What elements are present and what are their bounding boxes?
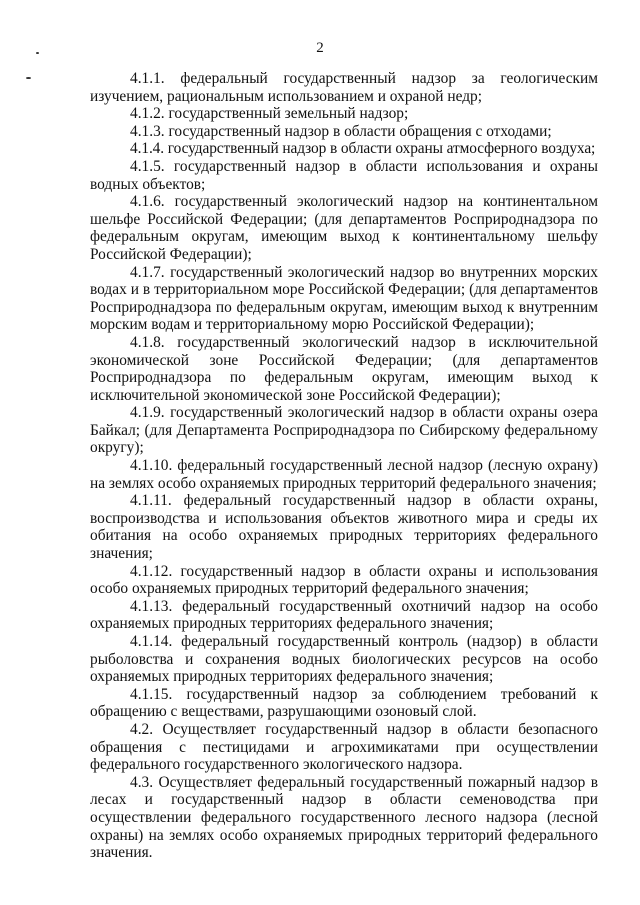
paragraph-4-1-9: 4.1.9. государственный экологический надзор в области охраны озера Байкал; (для Департамента Росприроднадзора по Сибирскому федеральному округу);: [90, 404, 598, 457]
paragraph-4-1-15: 4.1.15. государственный надзор за соблюдением требований к обращению с веществами, разрушающими озоновый слой.: [90, 685, 598, 721]
paragraph-4-1-5: 4.1.5. государственный надзор в области использования и охраны водных объектов;: [90, 157, 598, 193]
paragraph-4-1-8: 4.1.8. государственный экологический надзор в исключительной экономической зоне Российской Федерации; (для департаментов Росприроднадзора по федеральным округам, имеющим выход к исключительной экономической зоне Российской Федерации);: [90, 333, 598, 404]
paragraph-4-1-4: 4.1.4. государственный надзор в области охраны атмосферного воздуха;: [130, 140, 596, 158]
paragraph-4-1-3: 4.1.3. государственный надзор в области обращения с отходами;: [130, 122, 552, 140]
paragraph-4-1-13: 4.1.13. федеральный государственный охотничий надзор на особо охраняемых природных территориях федерального значения;: [90, 597, 598, 633]
page-number: 2: [316, 40, 324, 56]
paragraph-4-1-10: 4.1.10. федеральный государственный лесной надзор (лесную охрану) на землях особо охраняемых природных территорий федерального значения;: [90, 457, 598, 492]
paragraph-4-1-12: 4.1.12. государственный надзор в области охраны и использования особо охраняемых природных территорий федерального значения;: [90, 562, 598, 598]
paragraph-4-3: 4.3. Осуществляет федеральный государственный пожарный надзор в лесах и государственный надзор в области семеноводства при осуществлении федерального государственного лесного надзора (лесной охраны) на землях особо охраняемых природных территорий федерального значения.: [90, 773, 598, 862]
paragraph-4-1-14: 4.1.14. федеральный государственный контроль (надзор) в области рыболовства и сохранения водных биологических ресурсов на особо охраняемых природных территориях федерального значения;: [90, 633, 598, 686]
scan-speck: [26, 77, 31, 79]
document-body: [90, 70, 598, 862]
paragraph-4-1-1: 4.1.1. федеральный государственный надзор за геологическим изучением, рациональным использованием и охраной недр;: [90, 70, 598, 105]
paragraph-4-1-7: 4.1.7. государственный экологический надзор во внутренних морских водах и в территориальном море Российской Федерации; (для департаментов Росприроднадзора по федеральным округам, имеющим выход к внутренним морским водам и территориальному морю Российской Федерации);: [90, 263, 598, 334]
paragraph-4-1-11: 4.1.11. федеральный государственный надзор в области охраны, воспроизводства и использования объектов животного мира и среды их обитания на особо охраняемых природных территориях федерального значения;: [90, 492, 598, 563]
paragraph-4-1-2: 4.1.2. государственный земельный надзор;: [130, 105, 409, 123]
paragraph-4-2: 4.2. Осуществляет государственный надзор в области безопасного обращения с пестицидами и агрохимикатами при осуществлении федерального государственного экологического надзора.: [90, 720, 598, 774]
paragraph-4-1-6: 4.1.6. государственный экологический надзор на континентальном шельфе Российской Федерации; (для департаментов Росприроднадзора по федеральным округам, имеющим выход к континентальному шельфу Российской Федерации);: [90, 193, 598, 263]
